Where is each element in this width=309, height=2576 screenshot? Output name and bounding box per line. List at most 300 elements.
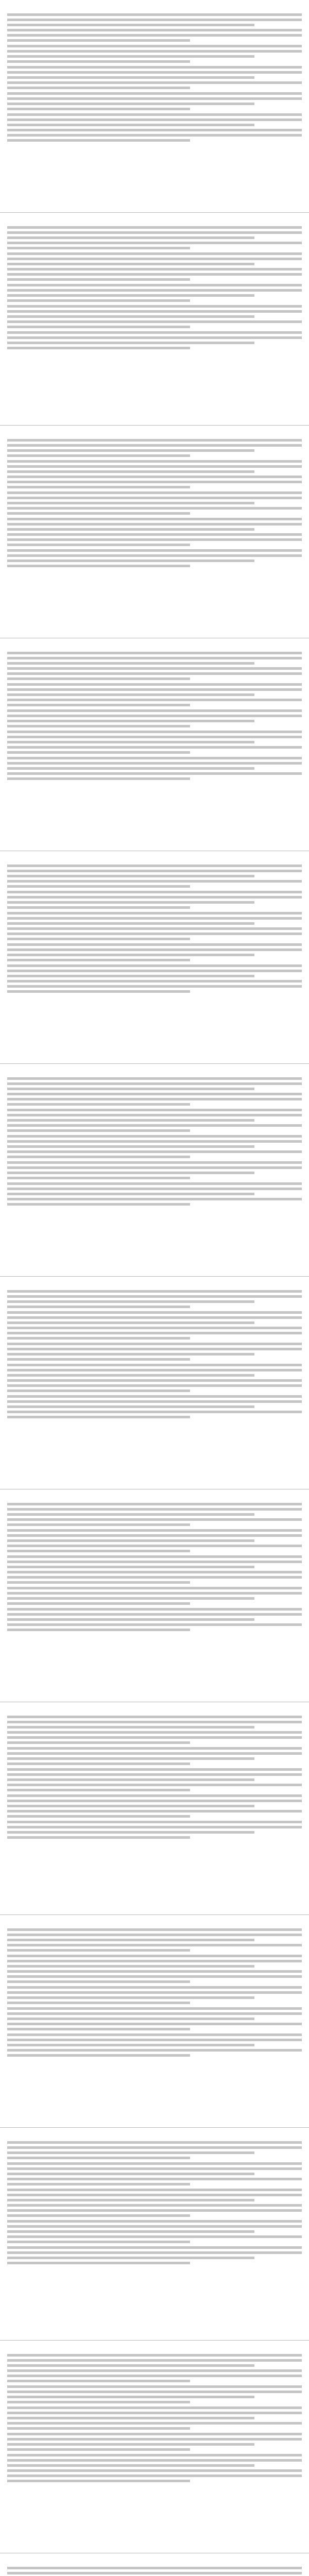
text-line bbox=[7, 875, 254, 877]
text-line bbox=[7, 777, 190, 780]
text-line bbox=[7, 1731, 302, 1734]
text-line bbox=[7, 1124, 302, 1127]
paragraph bbox=[7, 331, 302, 349]
text-line bbox=[7, 1602, 190, 1605]
text-line bbox=[7, 1939, 254, 1941]
paragraph bbox=[7, 1395, 302, 1418]
text-line bbox=[7, 1741, 190, 1744]
text-line bbox=[7, 1332, 302, 1334]
text-line bbox=[7, 331, 302, 334]
paragraph bbox=[7, 652, 302, 680]
paragraph bbox=[7, 1503, 302, 1526]
text-line bbox=[7, 2189, 302, 2191]
paragraph bbox=[7, 1794, 302, 1818]
text-line bbox=[7, 278, 190, 281]
text-line bbox=[7, 24, 254, 26]
paragraph bbox=[7, 683, 302, 706]
text-line bbox=[7, 1114, 302, 1116]
text-line bbox=[7, 1518, 302, 1521]
text-line bbox=[7, 76, 254, 79]
text-line bbox=[7, 71, 302, 74]
text-line bbox=[7, 528, 254, 531]
text-line bbox=[7, 1369, 302, 1371]
text-line bbox=[7, 709, 302, 712]
paragraph bbox=[7, 964, 302, 993]
text-line bbox=[7, 1513, 254, 1516]
text-line bbox=[7, 1726, 254, 1728]
text-line bbox=[7, 342, 254, 344]
text-line bbox=[7, 1539, 254, 1542]
text-line bbox=[7, 2023, 302, 2025]
text-line bbox=[7, 2459, 302, 2462]
text-line bbox=[7, 2214, 190, 2217]
text-line bbox=[7, 284, 302, 286]
text-line bbox=[7, 1077, 302, 1080]
text-line bbox=[7, 1747, 302, 1750]
text-line bbox=[7, 2002, 190, 2004]
paragraph bbox=[7, 865, 302, 888]
text-line bbox=[7, 454, 190, 457]
text-line bbox=[7, 544, 190, 546]
text-line bbox=[7, 320, 302, 323]
text-line bbox=[7, 315, 254, 318]
text-line bbox=[7, 1364, 302, 1366]
text-line bbox=[7, 720, 254, 722]
text-line bbox=[7, 124, 254, 126]
text-line bbox=[7, 865, 302, 867]
paragraph bbox=[7, 2406, 302, 2430]
text-line bbox=[7, 1109, 302, 1111]
text-line bbox=[7, 50, 302, 53]
text-line bbox=[7, 1800, 302, 1802]
paragraph bbox=[7, 1077, 302, 1106]
document-page bbox=[0, 0, 309, 213]
text-line bbox=[7, 1716, 302, 1718]
text-line bbox=[7, 1561, 302, 1563]
text-line bbox=[7, 1337, 190, 1340]
paragraph bbox=[7, 492, 302, 515]
text-line bbox=[7, 741, 254, 743]
text-line bbox=[7, 1348, 302, 1350]
text-line bbox=[7, 1576, 302, 1579]
text-line bbox=[7, 81, 302, 84]
paragraph bbox=[7, 460, 302, 488]
text-line bbox=[7, 2567, 302, 2569]
page-number bbox=[7, 2557, 302, 2563]
text-line bbox=[7, 39, 190, 42]
text-line bbox=[7, 294, 254, 297]
text-line bbox=[7, 1736, 302, 1739]
document-page bbox=[0, 1702, 309, 1915]
text-line bbox=[7, 2464, 254, 2467]
paragraph bbox=[7, 2141, 302, 2159]
text-line bbox=[7, 13, 302, 16]
text-line bbox=[7, 1353, 254, 1355]
paragraph bbox=[7, 2246, 302, 2264]
text-line bbox=[7, 757, 302, 759]
paragraph bbox=[7, 13, 302, 42]
text-line bbox=[7, 523, 302, 526]
text-line bbox=[7, 29, 302, 31]
paragraph bbox=[7, 2162, 302, 2185]
text-line bbox=[7, 2385, 302, 2388]
text-line bbox=[7, 1508, 302, 1511]
paragraph bbox=[7, 113, 302, 142]
text-line bbox=[7, 2364, 254, 2367]
text-line bbox=[7, 927, 302, 930]
text-line bbox=[7, 933, 302, 935]
text-line bbox=[7, 1523, 190, 1526]
text-line bbox=[7, 901, 254, 904]
text-line bbox=[7, 252, 302, 255]
document-page bbox=[0, 2128, 309, 2341]
text-line bbox=[7, 2262, 190, 2264]
text-line bbox=[7, 347, 190, 349]
text-line bbox=[7, 2427, 190, 2430]
text-line bbox=[7, 1161, 302, 1164]
text-line bbox=[7, 1721, 302, 1723]
page-number bbox=[7, 1706, 302, 1711]
text-line bbox=[7, 980, 302, 982]
text-line bbox=[7, 2433, 302, 2435]
text-line bbox=[7, 1198, 302, 1200]
page-number bbox=[7, 217, 302, 222]
text-line bbox=[7, 1555, 302, 1558]
text-line bbox=[7, 2422, 302, 2425]
text-line bbox=[7, 2007, 302, 2010]
text-line bbox=[7, 1156, 190, 1158]
paragraph bbox=[7, 1290, 302, 1308]
text-line bbox=[7, 118, 302, 121]
text-line bbox=[7, 2475, 302, 2477]
text-line bbox=[7, 2225, 302, 2228]
paragraph bbox=[7, 2567, 302, 2576]
paragraph bbox=[7, 1529, 302, 1552]
text-line bbox=[7, 507, 302, 510]
text-line bbox=[7, 912, 302, 914]
text-line bbox=[7, 2157, 190, 2159]
paragraph bbox=[7, 1747, 302, 1765]
page-number bbox=[7, 430, 302, 435]
text-line bbox=[7, 2012, 302, 2015]
text-line bbox=[7, 1119, 254, 1122]
text-line bbox=[7, 2406, 302, 2409]
paragraph bbox=[7, 1986, 302, 2004]
text-line bbox=[7, 518, 302, 520]
text-line bbox=[7, 1316, 302, 1319]
text-line bbox=[7, 299, 190, 302]
text-line bbox=[7, 1550, 190, 1552]
paragraph bbox=[7, 549, 302, 567]
text-line bbox=[7, 2469, 302, 2472]
text-line bbox=[7, 938, 190, 940]
text-line bbox=[7, 2391, 302, 2393]
paragraph bbox=[7, 1161, 302, 1179]
paragraph bbox=[7, 1135, 302, 1158]
document-page bbox=[0, 638, 309, 851]
text-line bbox=[7, 34, 302, 37]
text-line bbox=[7, 896, 302, 899]
text-line bbox=[7, 1768, 302, 1771]
text-line bbox=[7, 2028, 190, 2030]
text-line bbox=[7, 1529, 302, 1532]
paragraph bbox=[7, 45, 302, 63]
text-line bbox=[7, 1374, 254, 1377]
text-line bbox=[7, 1826, 302, 1828]
paragraph bbox=[7, 2220, 302, 2243]
document-page bbox=[0, 1489, 309, 1702]
text-line bbox=[7, 2396, 254, 2398]
text-line bbox=[7, 2380, 190, 2382]
paragraph bbox=[7, 2454, 302, 2482]
text-line bbox=[7, 470, 254, 473]
text-line bbox=[7, 113, 302, 116]
text-line bbox=[7, 444, 302, 447]
text-line bbox=[7, 2369, 302, 2372]
text-line bbox=[7, 2354, 302, 2357]
text-line bbox=[7, 1405, 254, 1408]
text-line bbox=[7, 667, 302, 670]
text-line bbox=[7, 1831, 254, 1834]
text-line bbox=[7, 688, 302, 691]
text-line bbox=[7, 731, 302, 733]
paragraph bbox=[7, 1182, 302, 1206]
text-line bbox=[7, 1618, 254, 1621]
text-line bbox=[7, 1103, 190, 1106]
text-line bbox=[7, 1996, 254, 1999]
text-line bbox=[7, 1960, 302, 1962]
text-line bbox=[7, 1965, 254, 1968]
paragraph bbox=[7, 518, 302, 546]
paragraph bbox=[7, 2033, 302, 2057]
text-line bbox=[7, 2141, 302, 2144]
text-line bbox=[7, 715, 302, 717]
text-line bbox=[7, 1150, 302, 1153]
text-line bbox=[7, 305, 302, 308]
text-line bbox=[7, 1290, 302, 1293]
paragraph bbox=[7, 1311, 302, 1340]
text-line bbox=[7, 97, 302, 100]
text-line bbox=[7, 289, 302, 292]
page-number bbox=[7, 642, 302, 648]
text-line bbox=[7, 751, 190, 754]
text-line bbox=[7, 549, 302, 552]
text-line bbox=[7, 1172, 254, 1174]
page-number bbox=[7, 2132, 302, 2137]
text-line bbox=[7, 1592, 302, 1595]
paragraph bbox=[7, 2189, 302, 2217]
text-line bbox=[7, 2438, 302, 2441]
text-line bbox=[7, 226, 302, 229]
document-page bbox=[0, 1064, 309, 1277]
text-line bbox=[7, 699, 302, 701]
text-line bbox=[7, 273, 302, 276]
text-line bbox=[7, 1794, 302, 1797]
text-line bbox=[7, 2480, 190, 2482]
text-line bbox=[7, 242, 302, 244]
paragraph bbox=[7, 284, 302, 302]
paragraph bbox=[7, 1587, 302, 1605]
page-number bbox=[7, 1494, 302, 1499]
text-line bbox=[7, 2204, 302, 2207]
text-line bbox=[7, 1955, 302, 1957]
paragraph bbox=[7, 439, 302, 457]
text-line bbox=[7, 1810, 302, 1812]
text-line bbox=[7, 2246, 302, 2249]
text-line bbox=[7, 1613, 302, 1616]
text-line bbox=[7, 60, 190, 63]
text-line bbox=[7, 1389, 190, 1392]
text-line bbox=[7, 2443, 254, 2446]
text-line bbox=[7, 108, 190, 110]
text-line bbox=[7, 2054, 190, 2057]
text-line bbox=[7, 2151, 254, 2154]
page-number bbox=[7, 1281, 302, 1286]
text-line bbox=[7, 502, 254, 504]
text-line bbox=[7, 103, 254, 105]
text-line bbox=[7, 449, 254, 452]
text-line bbox=[7, 497, 302, 499]
text-line bbox=[7, 560, 254, 562]
text-line bbox=[7, 2235, 302, 2238]
text-line bbox=[7, 554, 302, 557]
paragraph bbox=[7, 252, 302, 281]
text-line bbox=[7, 2209, 302, 2212]
text-line bbox=[7, 512, 190, 515]
text-line bbox=[7, 1970, 302, 1973]
text-line bbox=[7, 1752, 302, 1755]
text-line bbox=[7, 662, 254, 665]
text-line bbox=[7, 2049, 302, 2052]
text-line bbox=[7, 247, 190, 249]
text-line bbox=[7, 1836, 190, 1839]
text-line bbox=[7, 2401, 190, 2403]
text-line bbox=[7, 1098, 302, 1100]
text-line bbox=[7, 263, 254, 265]
text-line bbox=[7, 1203, 190, 1206]
text-line bbox=[7, 92, 302, 95]
text-line bbox=[7, 476, 302, 478]
paragraph bbox=[7, 709, 302, 727]
paragraph bbox=[7, 1555, 302, 1584]
text-line bbox=[7, 2167, 302, 2170]
text-line bbox=[7, 1182, 302, 1185]
text-line bbox=[7, 736, 302, 738]
text-line bbox=[7, 1789, 190, 1791]
text-line bbox=[7, 990, 190, 993]
paragraph bbox=[7, 66, 302, 89]
text-line bbox=[7, 1300, 254, 1303]
document-page bbox=[0, 426, 309, 638]
document-page bbox=[0, 1277, 309, 1489]
text-line bbox=[7, 2044, 254, 2046]
text-line bbox=[7, 1088, 254, 1090]
text-line bbox=[7, 481, 302, 483]
text-line bbox=[7, 2178, 302, 2180]
text-line bbox=[7, 129, 302, 131]
paragraph bbox=[7, 731, 302, 754]
text-line bbox=[7, 55, 254, 58]
paragraph bbox=[7, 305, 302, 328]
text-line bbox=[7, 439, 302, 442]
text-line bbox=[7, 2251, 302, 2254]
text-line bbox=[7, 268, 302, 270]
paragraph bbox=[7, 1716, 302, 1744]
paragraph bbox=[7, 943, 302, 961]
text-line bbox=[7, 310, 302, 313]
text-line bbox=[7, 2359, 302, 2362]
text-line bbox=[7, 2018, 254, 2020]
text-line bbox=[7, 1166, 302, 1169]
text-line bbox=[7, 1608, 302, 1611]
text-line bbox=[7, 134, 302, 137]
text-line bbox=[7, 677, 190, 680]
text-line bbox=[7, 87, 190, 89]
text-line bbox=[7, 672, 302, 675]
text-line bbox=[7, 336, 302, 339]
document-page bbox=[0, 213, 309, 426]
text-line bbox=[7, 725, 190, 727]
paragraph bbox=[7, 1768, 302, 1791]
text-line bbox=[7, 1311, 302, 1314]
text-line bbox=[7, 1805, 254, 1807]
text-line bbox=[7, 1629, 190, 1631]
text-line bbox=[7, 1991, 302, 1994]
text-line bbox=[7, 1140, 302, 1143]
text-line bbox=[7, 1343, 302, 1345]
page-number bbox=[7, 2345, 302, 2350]
text-line bbox=[7, 959, 190, 961]
text-line bbox=[7, 1949, 190, 1952]
text-line bbox=[7, 465, 302, 468]
text-line bbox=[7, 772, 302, 775]
text-line bbox=[7, 2572, 302, 2574]
text-line bbox=[7, 746, 302, 749]
text-line bbox=[7, 486, 190, 488]
document-page bbox=[0, 1915, 309, 2128]
text-line bbox=[7, 964, 302, 967]
text-line bbox=[7, 1581, 190, 1584]
paragraph bbox=[7, 1364, 302, 1392]
text-line bbox=[7, 985, 302, 988]
text-line bbox=[7, 652, 302, 654]
text-line bbox=[7, 767, 254, 770]
text-line bbox=[7, 1400, 302, 1403]
text-line bbox=[7, 906, 190, 909]
text-line bbox=[7, 1778, 254, 1781]
text-line bbox=[7, 1188, 302, 1190]
text-line bbox=[7, 236, 254, 239]
text-line bbox=[7, 1379, 302, 1382]
text-line bbox=[7, 1129, 190, 1132]
text-line bbox=[7, 1321, 254, 1324]
text-line bbox=[7, 948, 302, 951]
text-line bbox=[7, 885, 190, 888]
text-line bbox=[7, 693, 254, 696]
text-line bbox=[7, 683, 302, 686]
text-line bbox=[7, 1986, 302, 1989]
text-line bbox=[7, 2146, 302, 2149]
text-line bbox=[7, 565, 190, 567]
text-line bbox=[7, 954, 254, 956]
text-line bbox=[7, 2183, 190, 2185]
text-line bbox=[7, 1597, 254, 1600]
text-line bbox=[7, 538, 302, 541]
text-line bbox=[7, 1566, 254, 1568]
text-line bbox=[7, 231, 302, 234]
text-line bbox=[7, 1327, 302, 1329]
paragraph bbox=[7, 1821, 302, 1839]
